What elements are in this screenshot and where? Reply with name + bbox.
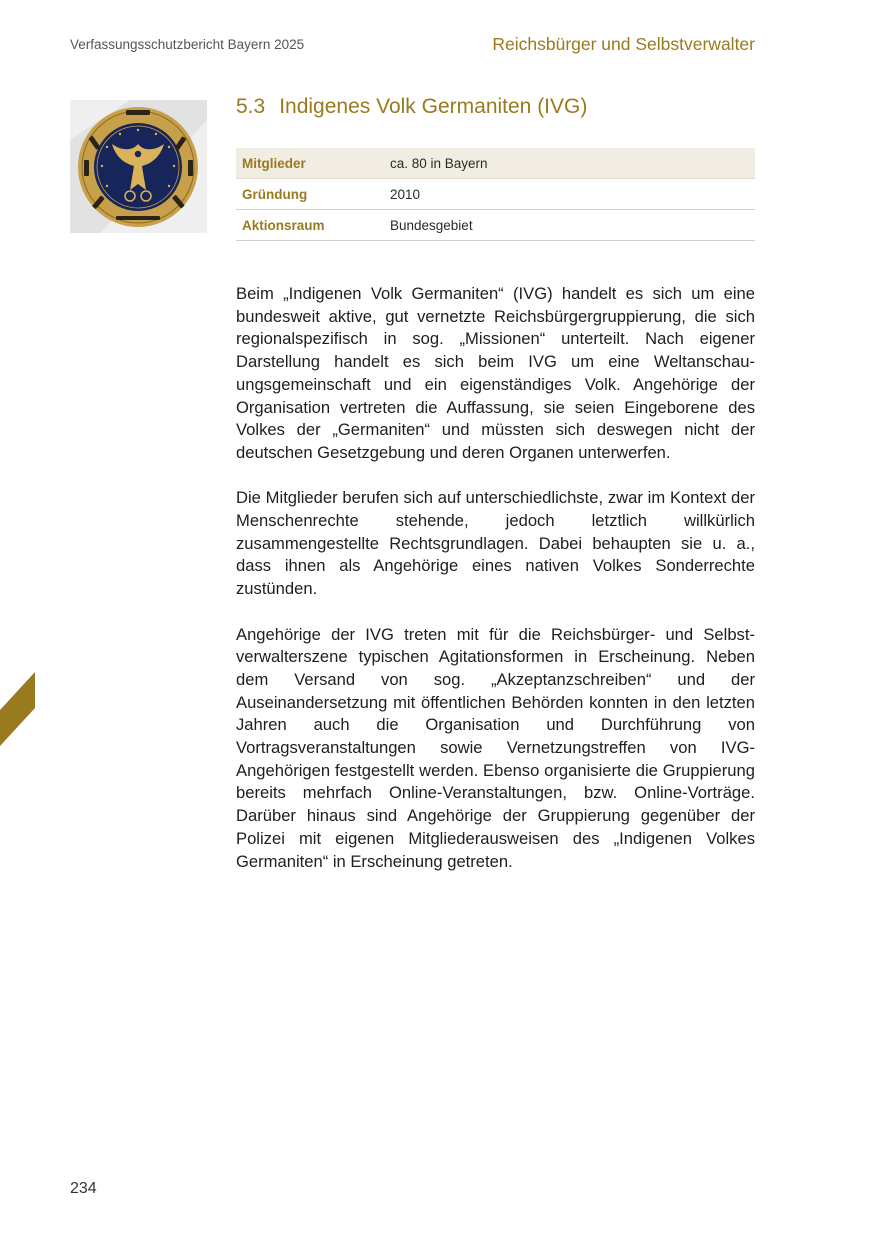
fact-label: Aktionsraum — [236, 210, 384, 241]
fact-table — [236, 148, 755, 241]
fact-value: Bundesgebiet — [384, 210, 755, 241]
ivg-seal-icon — [70, 100, 207, 233]
organization-logo — [70, 100, 207, 233]
running-header-publication: Verfassungsschutzbericht Bayern 2025 — [70, 37, 305, 52]
body-text — [236, 283, 755, 873]
page-number: 234 — [70, 1180, 97, 1197]
paragraph: Die Mitglieder berufen sich auf unterschiedlichste, zwar im Kontext der Menschenrechte stehende, jedoch letztlich willkürlich zusammengestellte Rechtsgrundlagen. Dabei behaupten sie u. a., dass ihnen als Angehörige eines nativen Volkes Sonderrechte zustünden. — [236, 488, 755, 599]
chapter-marker — [0, 672, 35, 746]
section-heading — [236, 95, 587, 119]
running-header-chapter: Reichsbürger und Selbstverwalter — [492, 34, 755, 54]
fact-value: ca. 80 in Bayern — [384, 148, 755, 179]
section-title: Indigenes Volk Germaniten (IVG) — [279, 95, 588, 118]
fact-label: Mitglieder — [236, 148, 384, 179]
fact-label: Gründung — [236, 179, 384, 210]
section-number: 5.3 — [236, 95, 266, 118]
paragraph: Beim „Indigenen Volk Germaniten“ (IVG) handelt es sich um eine bundesweit aktive, gut vernetzte Reichsbürgergruppierung, die sich regionalspezifisch in sog. „Missionen“ unterteilt. Nach eigener Darstellung handelt es sich beim IVG um eine Weltanschauungsgemeinschaft und ein eigenständiges Volk. Angehörige der Organisation vertreten die Auffassung, sie seien Eingeborene des Volkes der „Germaniten“ und müssten sich deswegen nicht der deutschen Gesetzgebung und deren Organen unterwerfen. — [236, 284, 755, 462]
paragraph: Angehörige der IVG treten mit für die Reichsbürger- und Selbstverwalterszene typischen Agitationsformen in Erscheinung. Neben dem Versand von sog. „Akzeptanzschreiben“ und der Auseinandersetzung mit öffentlichen Behörden konnten in den letzten Jahren auch die Organisation und Durchführung von Vortragsveranstaltungen sowie Vernetzungstreffen von IVG-Angehörigen festgestellt werden. Ebenso organisierte die Gruppierung bereits mehrfach Online-Veranstaltungen, bzw. Online-Vorträge. Darüber hinaus sind Angehörige der Gruppierung gegenüber der Polizei mit eigenen Mitgliederausweisen des „Indigenen Volkes Germaniten“ in Erscheinung getreten. — [236, 624, 755, 871]
fact-row-area — [236, 210, 755, 241]
fact-row-members — [236, 148, 755, 179]
fact-row-founding — [236, 179, 755, 210]
fact-value: 2010 — [384, 179, 755, 210]
